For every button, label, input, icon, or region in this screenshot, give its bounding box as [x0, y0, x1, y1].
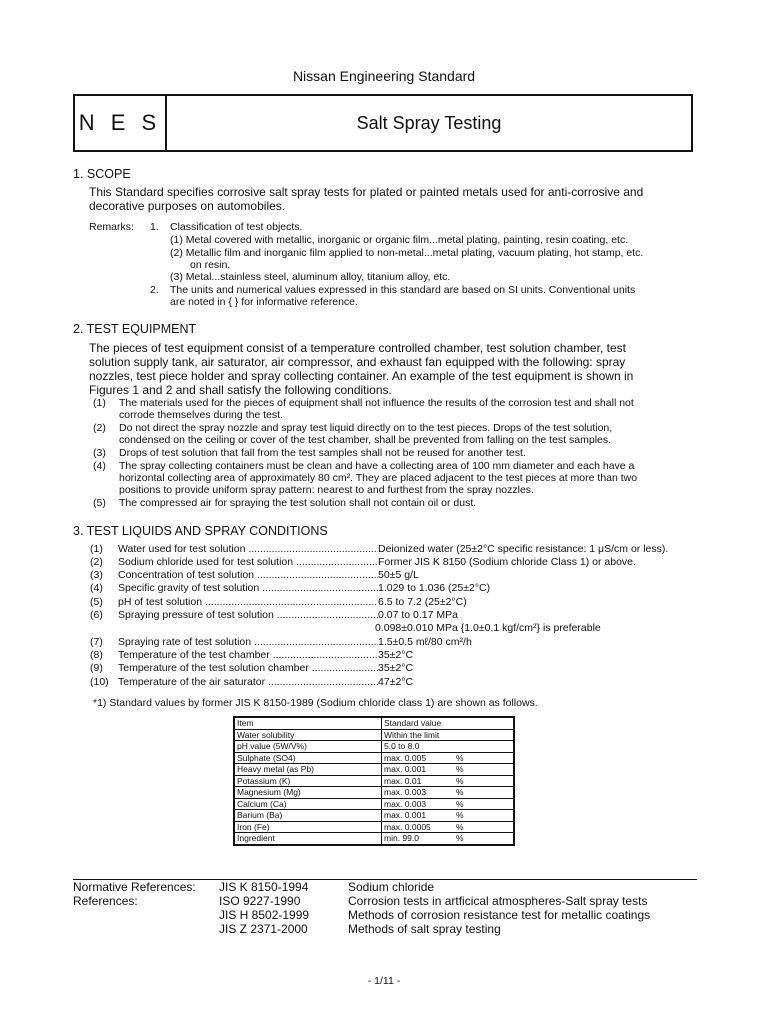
- table-cell-item: pH value (5W/V%): [234, 741, 382, 753]
- liquid-row-number: (1): [90, 543, 103, 555]
- equip-item-1-l2: corrode themselves during the test.: [119, 409, 284, 421]
- liquid-row-number: (10): [90, 676, 109, 688]
- liquid-row-2: [90, 556, 636, 568]
- table-value-text: max. 0.003: [384, 798, 427, 809]
- reference-title: Methods of corrosion resistance test for metallic coatings: [348, 908, 651, 922]
- table-value-unit: %: [456, 810, 464, 820]
- equip-item-4-num: (4): [93, 460, 106, 472]
- liquid-row-label: pH of test solution .....: [118, 596, 378, 608]
- table-value-text: max. 0.0005: [384, 821, 431, 832]
- table-value-text: max. 0.001: [384, 764, 427, 774]
- remark-2-number: 2.: [150, 284, 159, 296]
- liquid-row-8: [90, 649, 413, 661]
- liquid-row-1: [90, 543, 668, 555]
- equipment-p4: Figures 1 and 2 and shall satisfy the following conditions.: [89, 383, 392, 397]
- equip-item-5-l1: The compressed air for spraying the test solution shall not contain oil or dust.: [119, 497, 477, 509]
- liquid-row-number: (9): [90, 662, 103, 674]
- liquid-row-9: [90, 662, 413, 674]
- liquid-row-label: Spraying pressure of test solution .....: [118, 609, 378, 621]
- remark-1a: (1) Metal covered with metallic, inorganic or organic film...metal plating, painting, resin coating, etc.: [170, 234, 629, 246]
- reference-title: Methods of salt spray testing: [348, 922, 501, 936]
- table-value-unit: %: [456, 752, 464, 763]
- table-cell-item: Magnesium (Mg): [234, 787, 382, 799]
- equip-item-2-num: (2): [93, 422, 106, 434]
- table-value-text: min. 99.0: [384, 833, 419, 843]
- remark-1b: (2) Metallic film and inorganic film applied to non-metal...metal plating, vacuum plating, hot stamp, etc.: [170, 247, 644, 259]
- liquid-row-label: Temperature of the test solution chamber .....: [118, 662, 378, 674]
- equip-item-3-l1: Drops of test solution that fall from the test samples shall not be reused for another test.: [119, 447, 526, 459]
- table-cell-item: Potassium (K): [234, 775, 382, 787]
- table-value-text: 5.0 to 8.0: [384, 741, 420, 751]
- liquid-row-value: 1.5±0.5 mℓ/80 cm²/h: [378, 636, 472, 648]
- table-header-item: Item: [234, 717, 382, 729]
- references-label: References:: [73, 894, 138, 908]
- equip-item-4-l1: The spray collecting containers must be clean and have a collecting area of 100 mm diameter and each have a: [119, 460, 635, 472]
- remark-1c: (3) Metal...stainless steel, aluminum alloy, titanium alloy, etc.: [170, 271, 451, 283]
- liquid-row-6: [90, 609, 458, 621]
- reference-code: ISO 9227-1990: [219, 894, 301, 908]
- liquid-row-value: 50±5 g/L: [378, 569, 419, 581]
- liquid-row-number: (3): [90, 569, 103, 581]
- table-cell-item: Barium (Ba): [234, 810, 382, 822]
- table-row: [234, 798, 514, 810]
- equip-item-3-num: (3): [93, 447, 106, 459]
- scope-text-1: This Standard specifies corrosive salt spray tests for plated or painted metals used for anti-corrosive and: [89, 185, 644, 199]
- liquid-row-3: [90, 569, 419, 581]
- table-value-unit: %: [456, 787, 464, 797]
- table-value-text: max. 0.001: [384, 810, 427, 820]
- table-cell-item: Iron (Fe): [234, 821, 382, 833]
- equip-item-2-l2: condensed on the ceiling or cover of the test chamber, shall be prevented from falling on the test samples.: [119, 434, 612, 446]
- table-cell-value: [382, 821, 515, 833]
- table-value-unit: %: [456, 798, 464, 809]
- liquid-row-label: Temperature of the test chamber .....: [118, 649, 378, 661]
- remarks-label: Remarks:: [89, 221, 134, 233]
- liquid-row-4: [90, 582, 490, 594]
- table-row: [234, 821, 514, 833]
- liquid-row-7: [90, 636, 472, 648]
- normative-title: Sodium chloride: [348, 880, 435, 894]
- equip-item-5-num: (5): [93, 497, 106, 509]
- table-row: [234, 787, 514, 799]
- liquid-row-10: [90, 676, 413, 688]
- table-cell-value: [382, 810, 515, 822]
- equipment-heading: 2. TEST EQUIPMENT: [73, 322, 197, 336]
- table-row: [234, 775, 514, 787]
- equip-item-1-num: (1): [93, 397, 106, 409]
- remark-1: Classification of test objects.: [170, 221, 303, 233]
- table-cell-value: [382, 752, 515, 764]
- reference-code: JIS Z 2371-2000: [219, 922, 308, 936]
- liquid-row-number: (8): [90, 649, 103, 661]
- remark-2b: are noted in { } for informative reference.: [170, 296, 358, 308]
- table-value-unit: %: [456, 821, 464, 832]
- document-title: Salt Spray Testing: [356, 112, 502, 133]
- page-number: - 1/11 -: [367, 975, 401, 987]
- standard-values-table: [233, 716, 515, 846]
- liquid-row-value: 47±2°C: [378, 676, 414, 688]
- table-value-text: Within the limit: [384, 729, 440, 740]
- liquid-row-value: Former JIS K 8150 (Sodium chloride Class 1) or above.: [378, 556, 636, 568]
- liquid-row-label: Spraying rate of test solution .....: [118, 636, 378, 648]
- liquid-row-value: 0.098±0.010 MPa {1.0±0.1 kgf/cm²} is preferable: [375, 622, 601, 634]
- remark-1-number: 1.: [150, 221, 159, 233]
- liquid-row-value: Deionized water (25±2°C specific resistance: 1 μS/cm or less).: [378, 543, 669, 555]
- equip-item-2-l1: Do not direct the spray nozzle and spray test liquid directly on to the test pieces. Drops of the test solution,: [119, 422, 613, 434]
- equip-item-4-l3: positions to provide uniform spray pattern: nearest to and furthest from the spray nozzles.: [119, 484, 534, 496]
- reference-title: Corrosion tests in artficical atmospheres-Salt spray tests: [348, 894, 648, 908]
- table-header-row: [234, 717, 514, 729]
- remark-1b-cont: on resin.: [190, 259, 231, 271]
- liquid-row-number: (2): [90, 556, 103, 568]
- table-cell-value: [382, 833, 515, 845]
- table-cell-item: Sulphate (SO4): [234, 752, 382, 764]
- table-row: [234, 729, 514, 741]
- equip-item-1-l1: The materials used for the pieces of equipment shall not influence the results of the corrosion test and shall not: [119, 397, 634, 409]
- table-header-value: Standard value: [382, 717, 515, 729]
- liquid-row-value: 35±2°C: [378, 649, 414, 661]
- table-cell-value: [382, 775, 515, 787]
- liquid-row-value: 6.5 to 7.2 (25±2°C): [378, 596, 467, 608]
- table-row: [234, 764, 514, 776]
- table-row: [234, 741, 514, 753]
- table-cell-item: Calcium (Ca): [234, 798, 382, 810]
- table-cell-value: [382, 798, 515, 810]
- table-cell-item: Heavy metal (as Pb): [234, 764, 382, 776]
- standard-code: N E S: [75, 96, 167, 150]
- table-cell-item: Ingredient: [234, 833, 382, 845]
- remark-2a: The units and numerical values expressed in this standard are based on SI units. Conventional units: [170, 284, 636, 296]
- table-value-text: max. 0.003: [384, 787, 427, 797]
- normative-label: Normative References:: [73, 880, 196, 894]
- liquid-row-number: (6): [90, 609, 103, 621]
- table-value-unit: %: [456, 764, 464, 774]
- table-row: [234, 752, 514, 764]
- table-value-unit: %: [456, 833, 464, 843]
- table-row: [234, 810, 514, 822]
- liquid-row-label: Temperature of the air saturator .....: [118, 676, 378, 688]
- liquid-row-label: Water used for test solution .....: [118, 543, 378, 555]
- liquid-row-number: (7): [90, 636, 103, 648]
- table-cell-value: [382, 787, 515, 799]
- table-value-unit: %: [456, 775, 464, 786]
- liquid-row-label: Sodium chloride used for test solution .....: [118, 556, 378, 568]
- table-row: [234, 833, 514, 845]
- equipment-p1: The pieces of test equipment consist of a temperature controlled chamber, test solution chamber, test: [89, 341, 626, 355]
- table-value-text: max. 0.01: [384, 775, 422, 786]
- table-cell-value: [382, 764, 515, 776]
- scope-text-2: decorative purposes on automobiles.: [89, 199, 286, 213]
- liquid-row-number: (5): [90, 596, 103, 608]
- liquid-row-5: [90, 596, 467, 608]
- normative-code: JIS K 8150-1994: [219, 880, 309, 894]
- standard-values-note: *1) Standard values by former JIS K 8150-1989 (Sodium chloride class 1) are shown as follows.: [93, 697, 538, 709]
- liquid-row-label: Concentration of test solution .....: [118, 569, 378, 581]
- reference-code: JIS H 8502-1999: [219, 908, 310, 922]
- liquid-row-value: 35±2°C: [378, 662, 414, 674]
- scope-heading: 1. SCOPE: [73, 167, 131, 181]
- equipment-p3: nozzles, test piece holder and spray collecting container. An example of the test equipment is shown in: [89, 369, 634, 383]
- equip-item-4-l2: horizontal collecting area of approximately 80 cm². They are placed adjacent to the test pieces at more than two: [119, 472, 638, 484]
- liquid-row-value: 1.029 to 1.036 (25±2°C): [378, 582, 491, 594]
- title-box: [73, 94, 693, 152]
- table-value-text: max. 0.005: [384, 752, 427, 763]
- table-cell-value: [382, 729, 515, 741]
- liquid-row-label: Specific gravity of test solution .....: [118, 582, 378, 594]
- table-cell-item: Water solubility: [234, 729, 382, 741]
- liquid-row-value: 0.07 to 0.17 MPa: [378, 609, 458, 621]
- liquids-heading: 3. TEST LIQUIDS AND SPRAY CONDITIONS: [73, 524, 328, 538]
- liquid-row-6-preferred: [375, 622, 601, 634]
- equipment-p2: solution supply tank, air saturator, air compressor, and exhaust fan equipped with the following: spray: [89, 355, 626, 369]
- liquid-row-number: (4): [90, 582, 103, 594]
- table-cell-value: [382, 741, 515, 753]
- document-header: Nissan Engineering Standard: [292, 68, 476, 84]
